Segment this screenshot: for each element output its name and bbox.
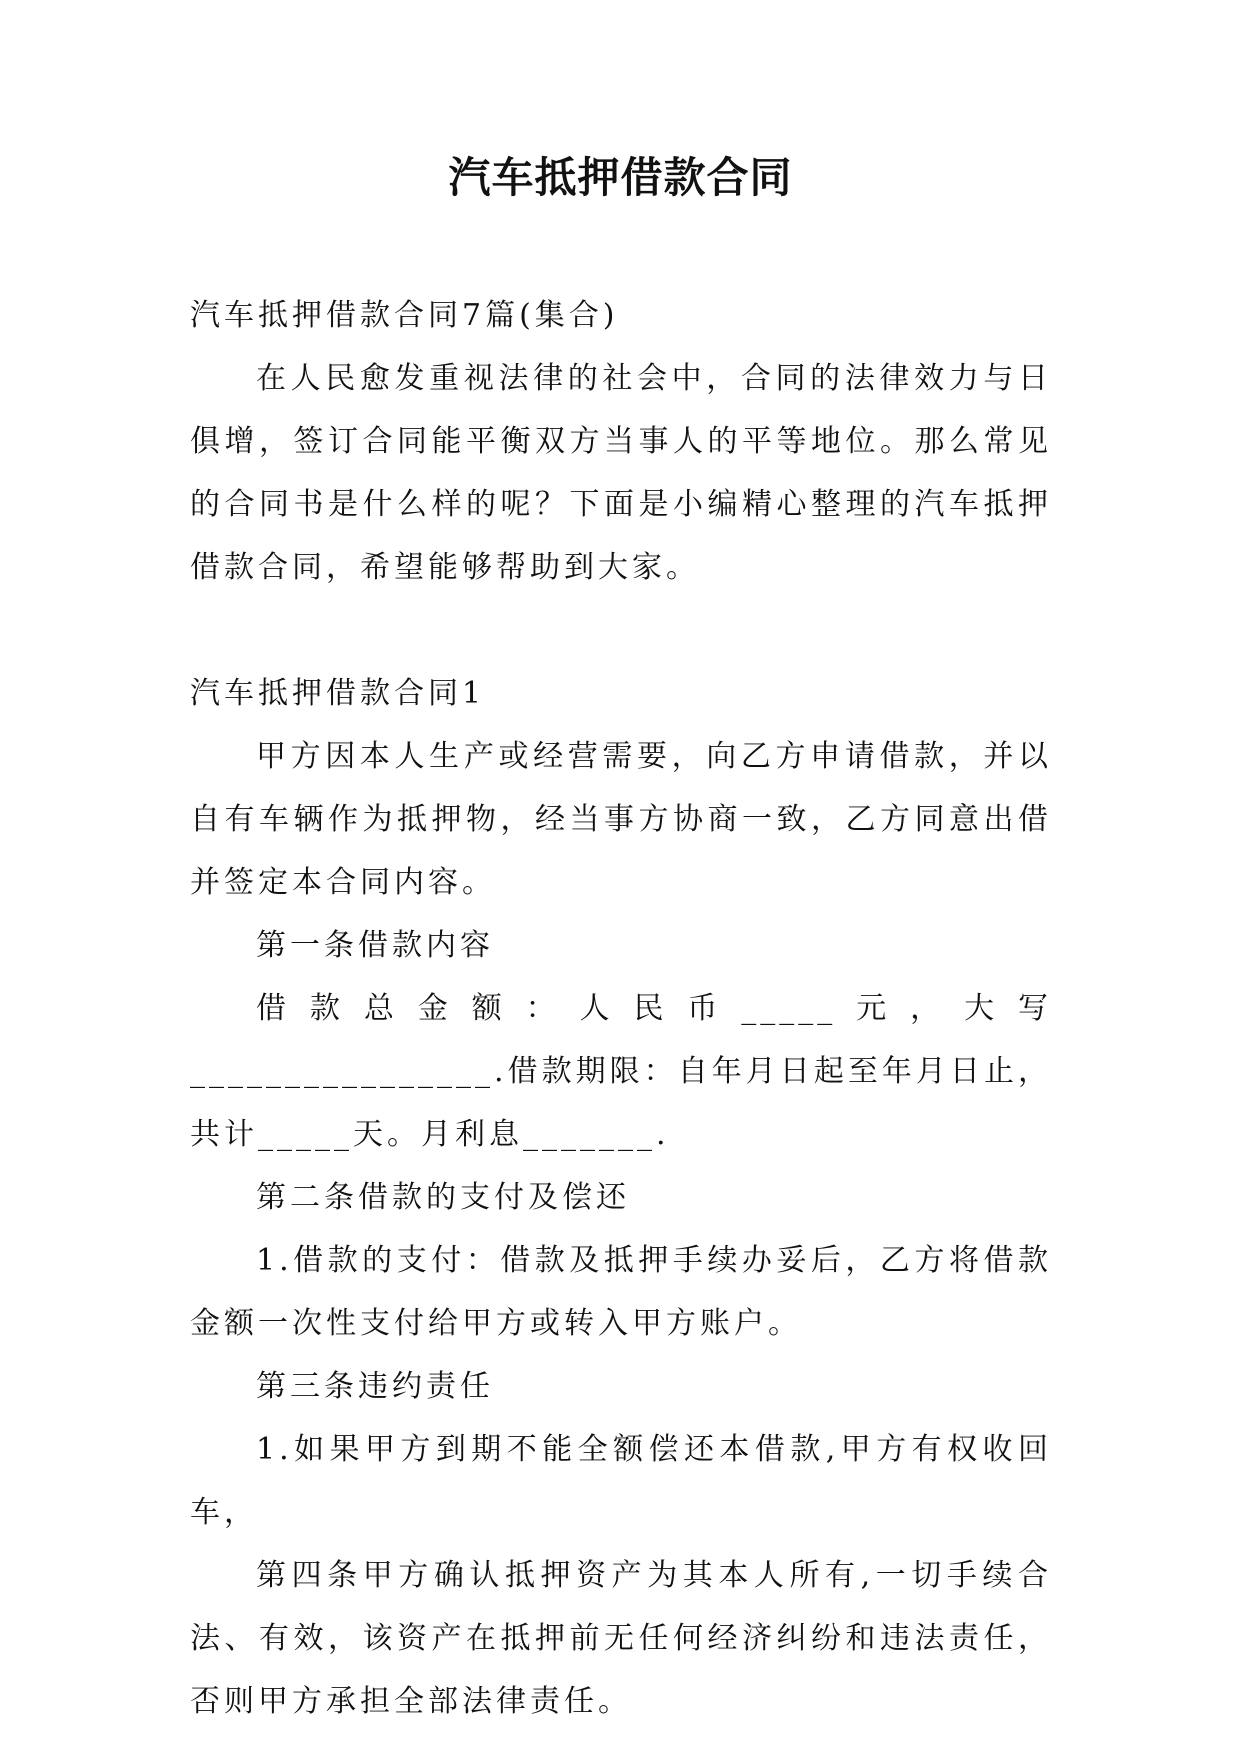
section-heading: 汽车抵押借款合同1	[190, 676, 486, 711]
contract-paragraph: 第四条甲方确认抵押资产为其本人所有,一切手续合法、有效，该资产在抵押前无任何经济纠纷和违法责任，否则甲方承担全部法律责任。	[190, 1558, 1052, 1719]
document-title: 汽车抵押借款合同	[448, 153, 793, 202]
contract-paragraph: 借款总金额：人民币_____元，大写________________.借款期限：自年月日起至年月日止，共计_____天。月利息_______.	[190, 991, 1052, 1152]
document-subtitle: 汽车抵押借款合同7篇(集合)	[190, 298, 619, 333]
article-heading: 第三条违约责任	[256, 1369, 494, 1404]
intro-paragraph: 在人民愈发重视法律的社会中，合同的法律效力与日俱增，签订合同能平衡双方当事人的平等地位。那么常见的合同书是什么样的呢？下面是小编精心整理的汽车抵押借款合同，希望能够帮助到大家。	[190, 361, 1052, 585]
contract-paragraph: 1.如果甲方到期不能全额偿还本借款,甲方有权收回车，	[190, 1432, 1052, 1530]
contract-paragraph: 甲方因本人生产或经营需要，向乙方申请借款，并以自有车辆作为抵押物，经当事方协商一致，乙方同意出借并签定本合同内容。	[190, 739, 1052, 900]
document-body	[190, 284, 1052, 1733]
paragraph-spacer	[190, 599, 1052, 662]
article-heading: 第二条借款的支付及偿还	[256, 1180, 630, 1215]
contract-paragraph: 1.借款的支付：借款及抵押手续办妥后，乙方将借款金额一次性支付给甲方或转入甲方账户。	[190, 1243, 1052, 1341]
article-heading: 第一条借款内容	[256, 928, 494, 963]
